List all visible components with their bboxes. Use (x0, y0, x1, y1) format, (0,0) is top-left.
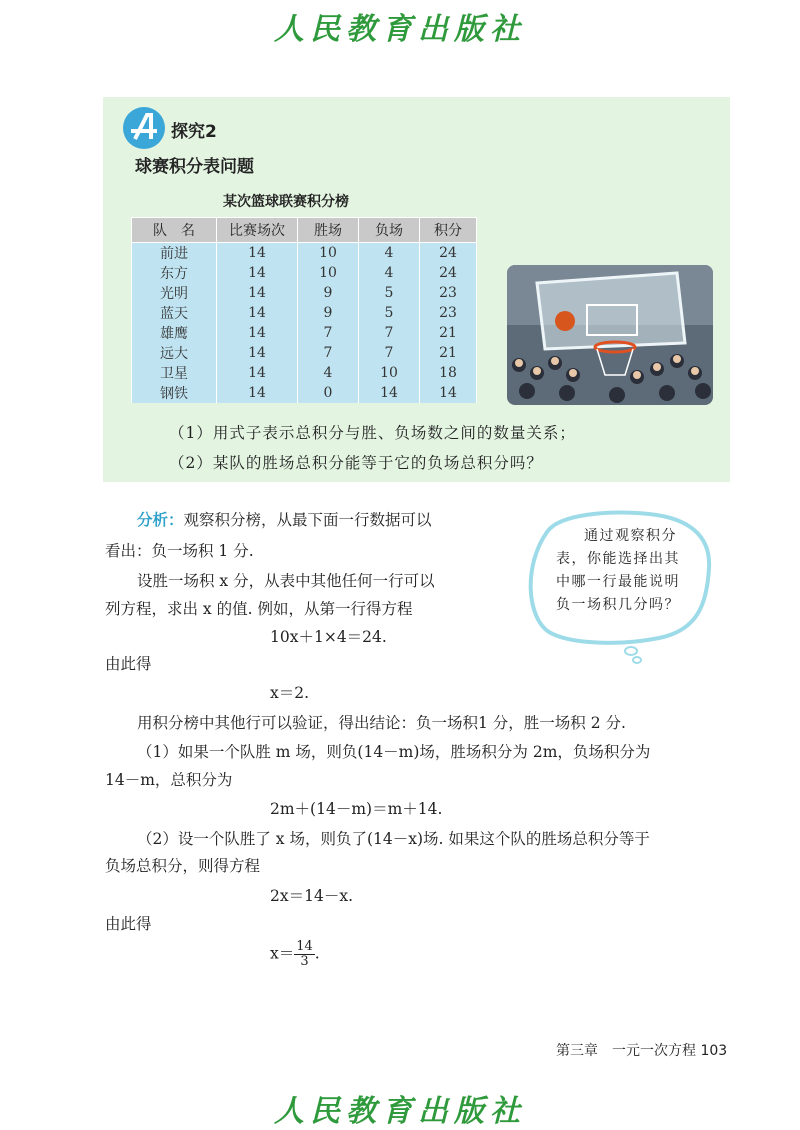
table-row (132, 383, 477, 403)
bubble-line: 负一场积几分吗？ (556, 597, 680, 613)
points-cell: 23 (420, 283, 477, 303)
wins-cell: 0 (298, 383, 359, 403)
standings-table (131, 217, 477, 403)
equation-3: 2m＋(14－m)＝m＋14. (270, 800, 443, 818)
losses-cell: 14 (359, 383, 420, 403)
points-cell: 21 (420, 323, 477, 343)
team-name: 钢铁 (132, 383, 217, 403)
bubble-line: 通过观察积分 (584, 528, 677, 544)
publisher-watermark-bottom: 人民教育出版社 (274, 1094, 526, 1129)
games-cell: 14 (217, 363, 298, 383)
eq5-lhs: x＝ (270, 944, 295, 963)
losses-cell: 5 (359, 283, 420, 303)
games-cell: 14 (217, 243, 298, 264)
question-1: （1）用式子表示总积分与胜、负场数之间的数量关系； (169, 424, 576, 442)
equation-1: 10x＋1×4＝24. (270, 628, 387, 646)
table-row (132, 303, 477, 323)
bubble-line: 表，你能选择出其 (556, 551, 680, 567)
table-row (132, 323, 477, 343)
analysis-label: 分析： (137, 511, 184, 529)
games-cell: 14 (217, 323, 298, 343)
analysis-line-7: （1）如果一个队胜 m 场，则负(14－m)场，胜场积分为 2m，负场积分为 (137, 743, 651, 761)
analysis-line-10: 负场总积分，则得方程 (105, 857, 261, 875)
wins-cell: 9 (298, 283, 359, 303)
analysis-line-1 (137, 508, 432, 530)
eq5-end: . (314, 944, 320, 963)
losses-cell: 10 (359, 363, 420, 383)
explore-box (103, 97, 730, 482)
games-cell: 14 (217, 343, 298, 363)
wins-cell: 4 (298, 363, 359, 383)
table-title: 某次篮球联赛积分榜 (223, 194, 349, 210)
team-name: 卫星 (132, 363, 217, 383)
table-header-row (132, 218, 477, 243)
team-name: 雄鹰 (132, 323, 217, 343)
points-cell: 24 (420, 243, 477, 264)
points-cell: 24 (420, 263, 477, 283)
analysis-text: 观察积分榜，从最下面一行数据可以 (183, 511, 432, 529)
wins-cell: 10 (298, 243, 359, 264)
bubble-text (556, 525, 696, 617)
fraction-denominator: 3 (300, 954, 309, 969)
explore-badge-icon (121, 105, 167, 151)
analysis-line-4: 列方程，求出 x 的值. 例如，从第一行得方程 (105, 600, 413, 618)
losses-cell: 5 (359, 303, 420, 323)
wins-cell: 7 (298, 343, 359, 363)
losses-cell: 4 (359, 243, 420, 264)
analysis-line-3: 设胜一场积 x 分，从表中其他任何一行可以 (137, 572, 435, 590)
publisher-watermark-top: 人民教育出版社 (274, 12, 526, 47)
analysis-line-6: 用积分榜中其他行可以验证，得出结论：负一场积1 分，胜一场积 2 分. (137, 714, 626, 732)
games-cell: 14 (217, 383, 298, 403)
analysis-line-11: 由此得 (105, 915, 152, 933)
page-footer: 第三章 一元一次方程 103 (556, 1043, 728, 1059)
table-row (132, 283, 477, 303)
table-row (132, 343, 477, 363)
points-cell: 21 (420, 343, 477, 363)
fraction (294, 940, 315, 969)
problem-title: 球赛积分表问题 (135, 157, 254, 177)
team-name: 东方 (132, 263, 217, 283)
equation-4: 2x＝14－x. (270, 887, 353, 905)
games-cell: 14 (217, 283, 298, 303)
losses-cell: 7 (359, 323, 420, 343)
games-cell: 14 (217, 303, 298, 323)
analysis-line-8: 14－m，总积分为 (105, 771, 233, 789)
column-header: 负场 (359, 218, 420, 243)
team-name: 蓝天 (132, 303, 217, 323)
column-header: 胜场 (298, 218, 359, 243)
table-row (132, 363, 477, 383)
losses-cell: 7 (359, 343, 420, 363)
basketball-hoop-photo (507, 265, 713, 405)
column-header: 积分 (420, 218, 477, 243)
team-name: 远大 (132, 343, 217, 363)
wins-cell: 10 (298, 263, 359, 283)
equation-5 (270, 940, 320, 969)
games-cell: 14 (217, 263, 298, 283)
team-name: 前进 (132, 243, 217, 264)
analysis-line-2: 看出：负一场积 1 分. (105, 542, 254, 560)
question-2: （2）某队的胜场总积分能等于它的负场总积分吗？ (169, 454, 543, 472)
wins-cell: 9 (298, 303, 359, 323)
equation-2: x＝2. (270, 684, 310, 702)
table-row (132, 263, 477, 283)
column-header: 比赛场次 (217, 218, 298, 243)
wins-cell: 7 (298, 323, 359, 343)
bubble-line: 中哪一行最能说明 (556, 574, 680, 590)
fraction-numerator: 14 (296, 939, 313, 954)
team-name: 光明 (132, 283, 217, 303)
losses-cell: 4 (359, 263, 420, 283)
analysis-line-9: （2）设一个队胜了 x 场，则负了(14－x)场. 如果这个队的胜场总积分等于 (137, 830, 650, 848)
analysis-line-5: 由此得 (105, 655, 152, 673)
column-header: 队 名 (132, 218, 217, 243)
points-cell: 18 (420, 363, 477, 383)
explore-label: 探究2 (171, 122, 217, 142)
points-cell: 23 (420, 303, 477, 323)
points-cell: 14 (420, 383, 477, 403)
table-row (132, 243, 477, 264)
